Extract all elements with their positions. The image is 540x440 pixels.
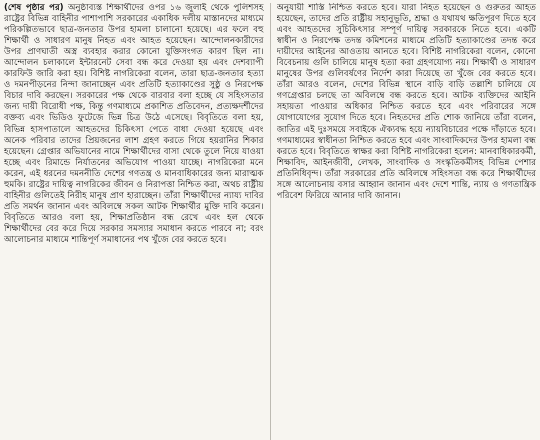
column-divider (270, 3, 271, 440)
article-column-left (4, 3, 264, 440)
column-right-text: অনুযায়ী শাস্তি নিশ্চিত করতে হবে। যারা নিহত হয়েছেন ও গুরুতর আহত হয়েছেন, তাদের প্রতি রাষ্ট্রীয় সহানুভূতি, শ্রদ্ধা ও যথাযথ ক্ষতিপূরণ দিতে হবে এবং আহতদের সুচিকিৎসার সম্পূর্ণ দায়িত্ব সরকারকে নিতে হবে। একটি স্বাধীন ও নিরপেক্ষ তদন্ত কমিশনের মাধ্যমে প্রতিটি হত্যাকাণ্ডের তদন্ত করে দায়ীদের আইনের আওতায় আনতে হবে। বিশিষ্ট নাগরিকেরা বলেন, কোনো বিবেচনায় গুলি চালিয়ে মানুষ হত্যা করা গ্রহণযোগ্য নয়। শিক্ষার্থী ও সাধারণ মানুষের উপর গুলিবর্ষণের নির্দেশ কারা দিয়েছে তা খুঁজে বের করতে হবে। তাঁরা আরও বলেন, দেশের বিভিন্ন স্থানে বাড়ি বাড়ি তল্লাশি চালিয়ে যে গণগ্রেপ্তার চলছে তা অবিলম্বে বন্ধ করতে হবে। আটক ব্যক্তিদের আইনি সহায়তা পাওয়ার অধিকার নিশ্চিত করতে হবে এবং পরিবারের সঙ্গে যোগাযোগের সুযোগ দিতে হবে। নিহতদের প্রতি শোক জানিয়ে তাঁরা বলেন, জাতির এই দুঃসময়ে সবাইকে ঐক্যবদ্ধ হয়ে ন্যায়বিচারের পক্ষে দাঁড়াতে হবে। গণমাধ্যমের স্বাধীনতা নিশ্চিত করতে হবে এবং সাংবাদিকদের উপর হামলা বন্ধ করতে হবে। বিবৃতিতে স্বাক্ষর করা বিশিষ্ট নাগরিকেরা হলেন: মানবাধিকারকর্মী, শিক্ষাবিদ, আইনজীবী, লেখক, সাংবাদিক ও সংস্কৃতিকর্মীসহ বিভিন্ন পেশার প্রতিনিধিবৃন্দ। তাঁরা সরকারের প্রতি অবিলম্বে সহিংসতা বন্ধ করে শিক্ষার্থীদের সঙ্গে আলোচনায় বসার আহ্বান জানান এবং দেশে শান্তি, ন্যায় ও গণতান্ত্রিক পরিবেশ ফিরিয়ে আনার দাবি জানান। (276, 3, 536, 201)
article-paragraph-left (4, 3, 264, 246)
continued-heading: (শেষ পৃষ্ঠার পর) (4, 3, 64, 13)
article-column-right (277, 3, 537, 440)
column-left-text: অনুষ্ঠাব্যস্ত শিক্ষার্থীদের ওপর ১৬ জুলাই থেকে পুলিশসহ রাষ্ট্রের বিভিন্ন বাহিনীর পাশাপাশি সরকারের একাধিক দলীয় মাস্তানদের মাধ্যমে পরিকল্পিতভাবে ছাত্র-জনতার উপর হামলা চালানো হয়েছে। এর ফলে বহু শিক্ষার্থী ও সাধারণ মানুষ নিহত এবং আহত হয়েছেন। আন্দোলনকারীদের উপর প্রাণঘাতী অস্ত্র ব্যবহার করার কোনো যুক্তিসংগত কারণ ছিল না। আন্দোলন চলাকালে ইন্টারনেট সেবা বন্ধ করে দেওয়া হয় এবং দেশব্যাপী কারফিউ জারি করা হয়। বিশিষ্ট নাগরিকেরা বলেন, তারা ছাত্র-জনতার হত্যা ও দমনপীড়নের নিন্দা জানাচ্ছেন এবং প্রতিটি হত্যাকাণ্ডের সুষ্ঠু ও নিরপেক্ষ বিচার দাবি করছেন। সরকারের পক্ষ থেকে বারবার বলা হচ্ছে যে সহিংসতার জন্য দায়ী বিরোধী পক্ষ, কিন্তু গণমাধ্যমে প্রকাশিত প্রতিবেদন, প্রত্যক্ষদর্শীদের বক্তব্য এবং ভিডিও ফুটেজে ভিন্ন চিত্র উঠে এসেছে। বিবৃতিতে বলা হয়, বিভিন্ন হাসপাতালে আহতদের চিকিৎসা পেতে বাধা দেওয়া হয়েছে এবং অনেক পরিবার তাদের প্রিয়জনের লাশ গ্রহণ করতে গিয়ে হয়রানির শিকার হয়েছেন। গ্রেপ্তার অভিযানের নামে শিক্ষার্থীদের বাসা থেকে তুলে নিয়ে যাওয়া হচ্ছে এবং রিমান্ডে নির্যাতনের অভিযোগ পাওয়া যাচ্ছে। নাগরিকেরা মনে করেন, এই ধরনের দমননীতি দেশের গণতন্ত্র ও মানবাধিকারের জন্য মারাত্মক হুমকি। রাষ্ট্রের দায়িত্ব নাগরিকের জীবন ও নিরাপত্তা নিশ্চিত করা, অথচ রাষ্ট্রীয় বাহিনীর গুলিতেই নিরীহ মানুষ প্রাণ হারাচ্ছেন। তাঁরা শিক্ষার্থীদের ন্যায্য দাবির প্রতি সমর্থন জানান এবং অবিলম্বে সকল আটক শিক্ষার্থীর মুক্তি দাবি করেন। বিবৃতিতে আরও বলা হয়, শিক্ষাপ্রতিষ্ঠান বন্ধ রেখে এবং হল থেকে শিক্ষার্থীদের বের করে দিয়ে সরকার সমস্যার সমাধান করতে পারবে না; বরং আলোচনার মাধ্যমে শান্তিপূর্ণ সমাধানের পথ খুঁজে বের করতে হবে। (4, 3, 264, 245)
